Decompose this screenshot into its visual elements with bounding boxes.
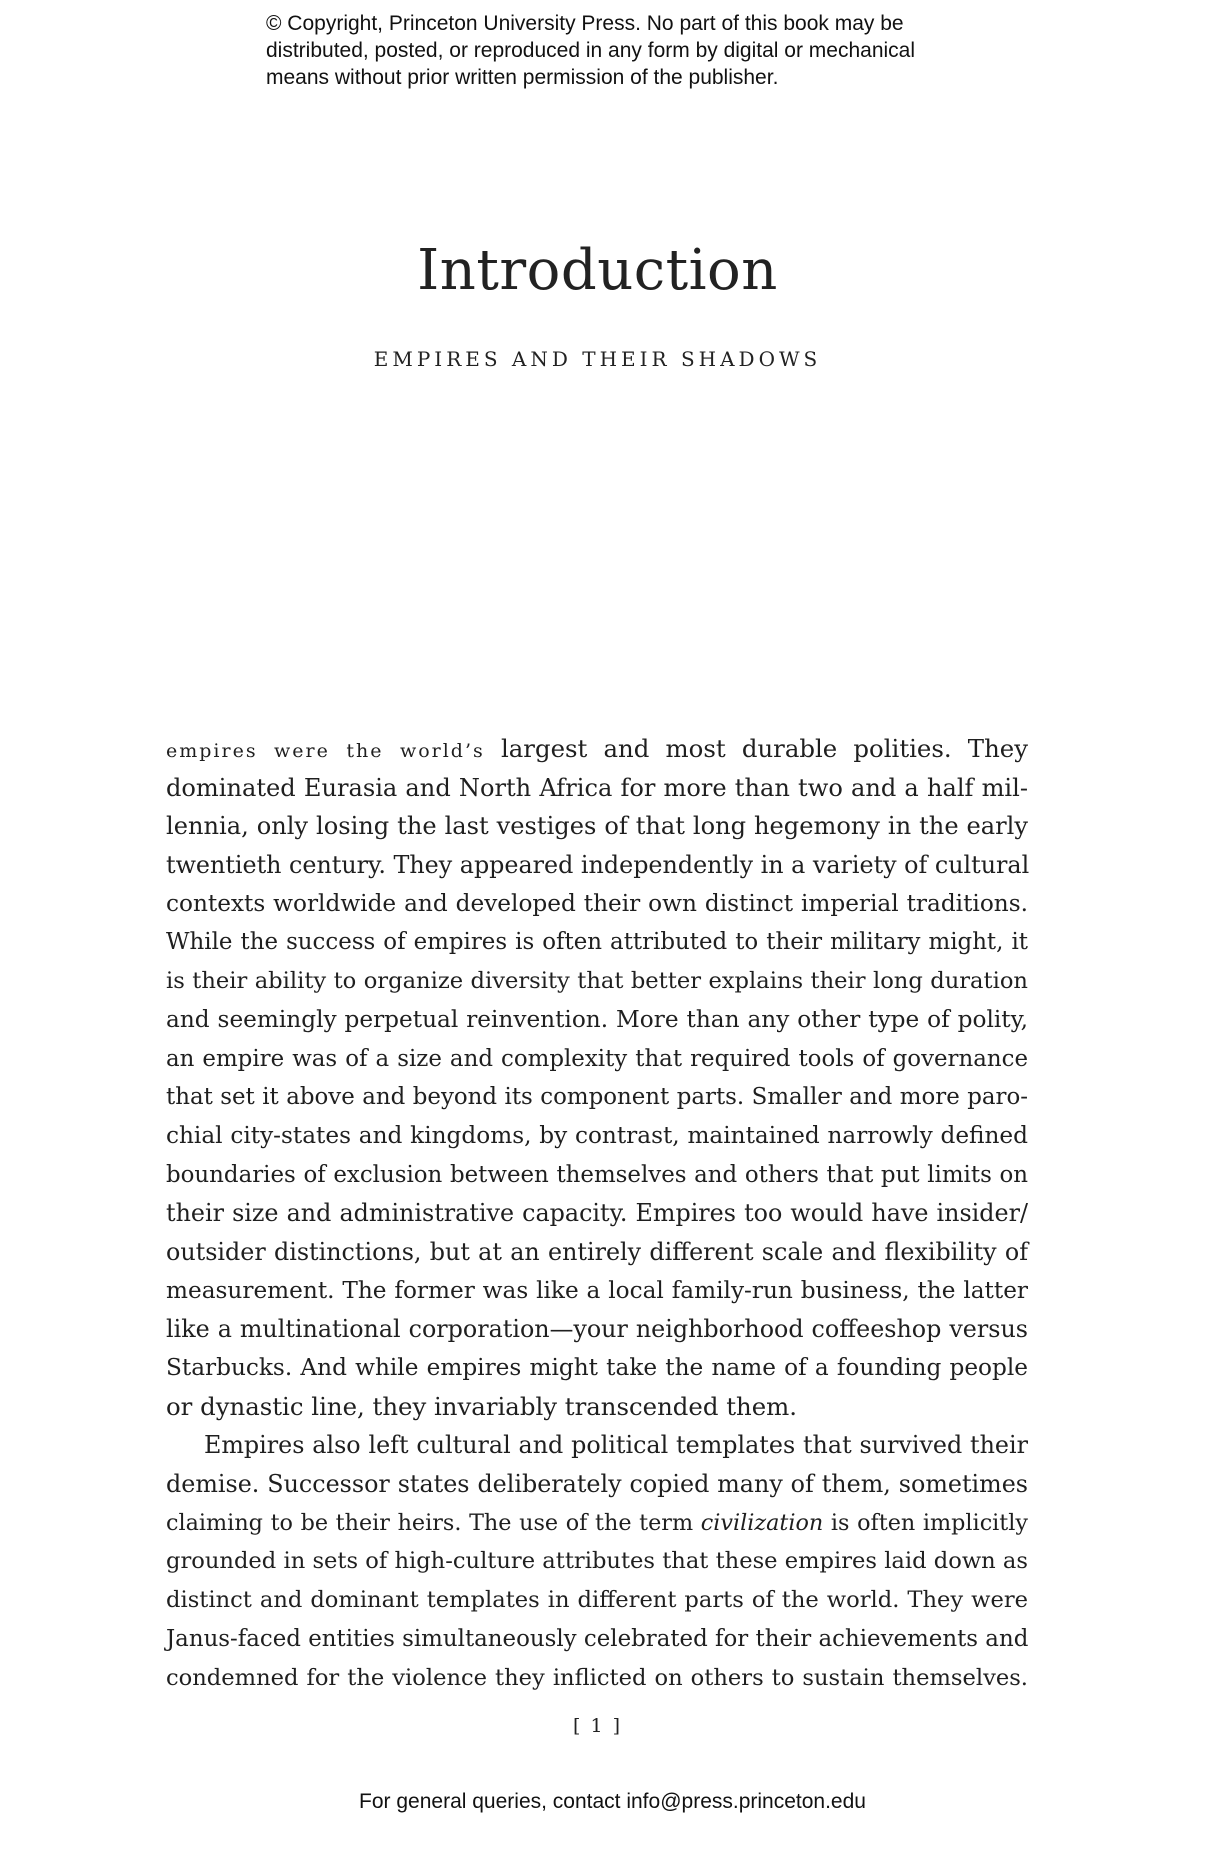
text-line: measurement. The former was like a local family-run business, the latter [166, 1276, 1028, 1304]
copyright-line: © Copyright, Princeton University Press. No part of this book may be [266, 12, 904, 35]
text-line: Empires also left cultural and political templates that survived their [204, 1431, 1028, 1460]
text-line: that set it above and beyond its component parts. Smaller and more paro- [166, 1084, 1028, 1111]
text-line [166, 730, 1028, 769]
text-line: grounded in sets of high-culture attributes that these empires laid down as [166, 1548, 1028, 1575]
text-line: an empire was of a size and complexity that required tools of governance [166, 1045, 1028, 1072]
chapter-title: Introduction [417, 238, 778, 303]
line-text: largest and most durable polities. They [484, 734, 1028, 763]
italic-term: civilization [700, 1509, 824, 1536]
text-line: demise. Successor states deliberately copied many of them, sometimes [166, 1470, 1028, 1499]
line-text: is often implicitly [823, 1509, 1028, 1536]
copyright-line: distributed, posted, or reproduced in any form by digital or mechanical [266, 39, 916, 62]
copyright-notice [266, 10, 986, 91]
body-text [166, 730, 1028, 1697]
line-text: claiming to be their heirs. The use of the term [166, 1509, 701, 1536]
text-line: boundaries of exclusion between themselves and others that put limits on [166, 1161, 1028, 1188]
text-line: condemned for the violence they inflicted on others to sustain themselves. [166, 1664, 1028, 1691]
text-line: While the success of empires is often attributed to their military might, it [166, 929, 1028, 956]
opening-smallcaps: empires were the world’s [166, 740, 485, 762]
text-line: like a multinational corporation—your neighborhood coffeeshop versus [166, 1315, 1028, 1344]
text-line: or dynastic line, they invariably transcended them. [166, 1391, 798, 1421]
text-line: distinct and dominant templates in different parts of the world. They were [166, 1587, 1028, 1614]
text-line: lennia, only losing the last vestiges of that long hegemony in the early [166, 812, 1028, 841]
text-line: and seemingly perpetual reinvention. More than any other type of polity, [166, 1005, 1028, 1033]
text-line: contexts worldwide and developed their own distinct imperial traditions. [166, 889, 1028, 917]
text-line: Janus-faced entities simultaneously celebrated for their achievements and [166, 1625, 1029, 1652]
text-line: twentieth century. They appeared independently in a variety of cultural [166, 851, 1030, 880]
chapter-subtitle: EMPIRES AND THEIR SHADOWS [373, 347, 822, 371]
text-line: chial city-states and kingdoms, by contrast, maintained narrowly defined [166, 1121, 1028, 1149]
text-line: is their ability to organize diversity that better explains their long duration [166, 968, 1028, 995]
page-number: [ 1 ] [573, 1715, 622, 1737]
copyright-line: means without prior written permission of the publisher. [266, 66, 779, 89]
text-line: dominated Eurasia and North Africa for more than two and a half mil- [166, 773, 1028, 802]
text-line: outsider distinctions, but at an entirely different scale and flexibility of [166, 1237, 1028, 1266]
footer-contact: For general queries, contact info@press.princeton.edu [359, 1790, 866, 1813]
text-line: their size and administrative capacity. Empires too would have insider/ [166, 1199, 1028, 1228]
text-line [166, 1504, 1028, 1543]
text-line: Starbucks. And while empires might take the name of a founding people [166, 1354, 1028, 1381]
